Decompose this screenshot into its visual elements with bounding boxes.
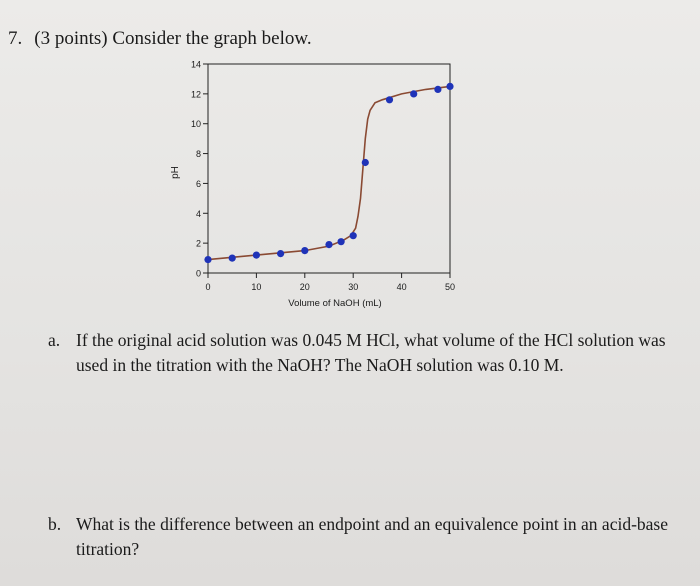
data-point xyxy=(434,86,441,93)
question-prompt: (3 points) Consider the graph below. xyxy=(34,28,312,49)
data-point xyxy=(362,159,369,166)
x-tick-label: 0 xyxy=(205,282,211,292)
titration-curve-line xyxy=(208,86,450,259)
x-tick-label: 30 xyxy=(348,282,359,292)
x-axis-ticks xyxy=(205,273,455,292)
x-tick-label: 10 xyxy=(251,282,262,292)
data-point xyxy=(229,255,236,262)
part-b-text xyxy=(76,512,668,562)
data-point xyxy=(386,96,393,103)
y-tick-label: 12 xyxy=(190,89,201,100)
x-axis-label: Volume of NaOH (mL) xyxy=(288,298,382,309)
y-axis-label: pH xyxy=(170,166,181,179)
y-tick-label: 4 xyxy=(195,208,201,219)
part-a-text xyxy=(76,328,666,378)
data-point xyxy=(446,83,453,90)
x-tick-label: 20 xyxy=(299,282,310,292)
y-tick-label: 8 xyxy=(195,149,201,160)
question-number: 7. xyxy=(8,28,23,49)
part-a-line-1: If the original acid solution was 0.045 M HCl, what volume of the HCl solution was xyxy=(76,330,666,350)
y-tick-label: 14 xyxy=(190,59,201,70)
data-points xyxy=(204,83,453,263)
part-b-line-1: What is the difference between an endpoint and an equivalence point in an acid-base xyxy=(76,514,669,534)
data-point xyxy=(410,90,417,97)
x-tick-label: 50 xyxy=(444,282,456,292)
data-point xyxy=(350,232,357,239)
part-b-line-2: titration? xyxy=(76,539,140,559)
part-a-label: a. xyxy=(48,330,61,350)
data-point xyxy=(301,247,308,254)
y-tick-label: 6 xyxy=(195,178,201,189)
x-tick-label: 40 xyxy=(396,282,407,292)
y-tick-label: 10 xyxy=(190,119,201,130)
data-point xyxy=(338,238,345,245)
part-a-line-2: used in the titration with the NaOH? The NaOH solution was 0.10 M. xyxy=(76,355,564,375)
y-axis-ticks xyxy=(191,60,208,279)
y-tick-label: 2 xyxy=(195,238,201,249)
data-point xyxy=(204,256,211,263)
data-point xyxy=(253,252,260,259)
data-point xyxy=(325,241,332,248)
data-point xyxy=(277,250,284,257)
y-tick-label: 0 xyxy=(195,268,201,279)
part-b-label: b. xyxy=(48,514,62,534)
